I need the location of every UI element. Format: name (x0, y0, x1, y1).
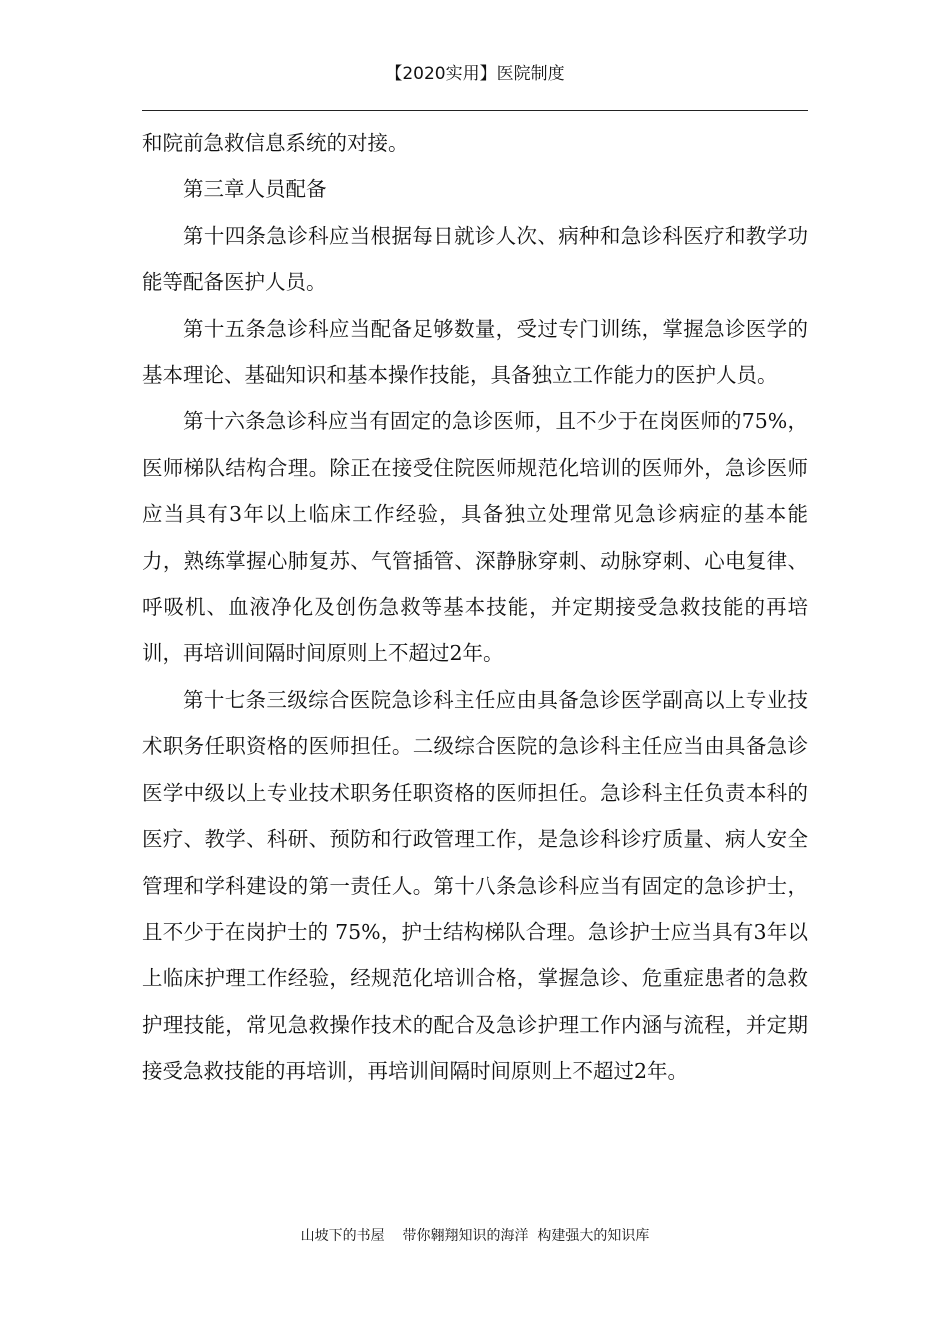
paragraph-article-14: 第十四条急诊科应当根据每日就诊人次、病种和急诊科医疗和教学功能等配备医护人员。 (142, 223, 808, 295)
header-divider (142, 110, 808, 111)
paragraph-article-17-18: 第十七条三级综合医院急诊科主任应由具备急诊医学副高以上专业技术职务任职资格的医师担任。二级综合医院的急诊科主任应当由具备急诊医学中级以上专业技术职务任职资格的医师担任。急诊科主任负责本科的医疗、教学、科研、预防和行政管理工作，是急诊科诊疗质量、病人安全管理和学科建设的第一责任人。第十八条急诊科应当有固定的急诊护士，且不少于在岗护士的 75%，护士结构梯队合理。急诊护士应当具有3年以上临床护理工作经验，经规范化培训合格，掌握急诊、危重症患者的急救护理技能，常见急救操作技术的配合及急诊护理工作内涵与流程，并定期接受急救技能的再培训，再培训间隔时间原则上不超过2年。 (142, 687, 808, 1084)
chapter-heading: 第三章人员配备 (183, 177, 327, 202)
page-header-title: 【2020实用】医院制度 (385, 64, 565, 84)
paragraph-article-15: 第十五条急诊科应当配备足够数量，受过专门训练，掌握急诊医学的基本理论、基础知识和基本操作技能，具备独立工作能力的医护人员。 (142, 316, 808, 388)
page-footer-slogan: 山坡下的书屋 带你翱翔知识的海洋 构建强大的知识库 (300, 1228, 650, 1244)
document-body (142, 120, 808, 1095)
paragraph-article-16: 第十六条急诊科应当有固定的急诊医师，且不少于在岗医师的75%，医师梯队结构合理。除正在接受住院医师规范化培训的医师外，急诊医师应当具有3年以上临床工作经验，具备独立处理常见急诊病症的基本能力，熟练掌握心肺复苏、气管插管、深静脉穿刺、动脉穿刺、心电复律、呼吸机、血液净化及创伤急救等基本技能，并定期接受急救技能的再培训，再培训间隔时间原则上不超过2年。 (142, 409, 808, 666)
paragraph-continuation: 和院前急救信息系统的对接。 (142, 131, 409, 155)
